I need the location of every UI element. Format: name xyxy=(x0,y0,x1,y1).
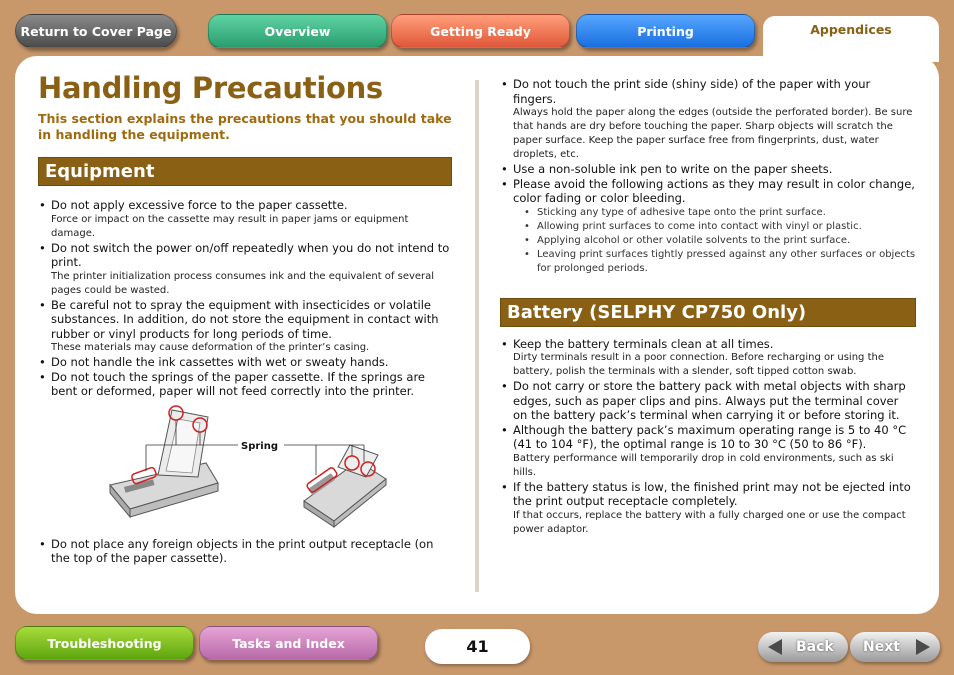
sub-list-item: • Allowing print surfaces to come into contact with vinyl or plastic. xyxy=(524,220,916,234)
next-label: Next xyxy=(863,639,900,655)
back-label: Back xyxy=(796,639,834,655)
item-text: Do not touch the print side (shiny side) of the paper with your fingers. xyxy=(513,77,871,106)
item-text: Do not place any foreign objects in the print output receptacle (on the top of the paper cassette). xyxy=(51,536,434,565)
troubleshooting-button[interactable]: Troubleshooting xyxy=(15,626,194,660)
page-title: Handling Precautions xyxy=(38,71,383,105)
intro-text: This section explains the precautions that you should take in handling the equipment. xyxy=(38,111,452,142)
item-note: Force or impact on the cassette may result in paper jams or equipment damage. xyxy=(51,213,409,239)
item-text: Be careful not to spray the equipment with insecticides or volatile substances. In addition, do not store the equipment in contact with rubber or vinyl products for long periods of time. xyxy=(51,297,439,341)
tab-overview[interactable]: Overview xyxy=(208,14,387,48)
section-heading-equipment: Equipment xyxy=(38,157,452,186)
back-arrow-icon xyxy=(768,639,782,655)
item-note: These materials may cause deformation of the printer’s casing. xyxy=(51,342,370,353)
sub-list-item: • Sticking any type of adhesive tape onto the print surface. xyxy=(524,206,916,220)
list-item xyxy=(38,537,452,566)
return-to-cover-button[interactable]: Return to Cover Page xyxy=(15,14,177,48)
list-item xyxy=(500,77,916,162)
list-item xyxy=(500,162,916,177)
list-item xyxy=(38,198,452,241)
item-note: Battery performance will temporarily drop in cold environments, such as ski hills. xyxy=(513,452,894,478)
equipment-list xyxy=(38,198,452,399)
left-column xyxy=(38,70,452,566)
paper-cassette-figure xyxy=(38,405,452,533)
sub-list-item: • Leaving print surfaces tightly pressed against any other surfaces or objects for prolonged periods. xyxy=(524,248,916,276)
tab-appendices-label: Appendices xyxy=(810,22,892,37)
item-text: Do not handle the ink cassettes with wet or sweaty hands. xyxy=(51,355,389,369)
item-text: Do not apply excessive force to the paper cassette. xyxy=(51,198,348,212)
item-note: Dirty terminals result in a poor connection. Before recharging or using the battery, polish the terminals with a slender, soft tipped cotton swab. xyxy=(513,352,884,377)
equipment-list-continued xyxy=(38,537,452,566)
cassette-open-image xyxy=(110,406,218,517)
section-heading-battery: Battery (SELPHY CP750 Only) xyxy=(500,298,916,327)
right-column xyxy=(500,77,916,537)
item-text: Do not carry or store the battery pack with metal objects with sharp edges, such as paper clips and pins. Always put the terminal cover on the battery pack’s terminal when carrying it or before storing it. xyxy=(513,379,906,422)
tasks-and-index-button[interactable]: Tasks and Index xyxy=(199,626,378,660)
item-text: Do not touch the springs of the paper cassette. If the springs are bent or deformed, paper will not feed correctly into the printer. xyxy=(51,369,425,398)
list-item xyxy=(500,337,916,380)
next-arrow-icon xyxy=(916,639,930,655)
item-text: Please avoid the following actions as they may result in color change, color fading or color bleeding. xyxy=(513,176,915,205)
list-item xyxy=(38,241,452,298)
item-text: Although the battery pack’s maximum operating range is 5 to 40 °C (41 to 104 °F), the optimal range is 10 to 30 °C (50 to 86 °F). xyxy=(513,422,907,451)
paper-cassette-illustration xyxy=(38,405,452,533)
list-item xyxy=(38,298,452,356)
list-item xyxy=(500,480,916,537)
next-button[interactable] xyxy=(850,632,940,662)
list-item xyxy=(38,355,452,370)
list-item xyxy=(500,379,916,423)
battery-list xyxy=(500,337,916,537)
item-text: Use a non-soluble ink pen to write on the paper sheets. xyxy=(513,162,833,176)
column-divider xyxy=(475,80,479,592)
list-item xyxy=(38,370,452,399)
item-note: If that occurs, replace the battery with a fully charged one or use the compact power adaptor. xyxy=(513,509,906,535)
tab-getting-ready[interactable]: Getting Ready xyxy=(391,14,570,48)
item-text: Keep the battery terminals clean at all times. xyxy=(513,336,774,351)
item-text: Do not switch the power on/off repeatedly when you do not intend to print. xyxy=(51,240,450,269)
back-button[interactable] xyxy=(758,632,848,662)
page-number: 41 xyxy=(425,629,530,664)
sub-list-item: • Applying alcohol or other volatile solvents to the print surface. xyxy=(524,234,916,248)
item-text: If the battery status is low, the finished print may not be ejected into the print output receptacle completely. xyxy=(513,479,911,508)
paper-list xyxy=(500,77,916,206)
tab-printing[interactable]: Printing xyxy=(576,14,755,48)
paper-sublist xyxy=(524,206,916,276)
spring-label: Spring xyxy=(241,440,278,452)
item-note: The printer initialization process consumes ink and the equivalent of several pages could be wasted. xyxy=(51,270,435,296)
item-note: Always hold the paper along the edges (outside the perforated border). Be sure that hands are dry before touching the paper. Sharp objects will scratch the paper surface. Keep the paper surface free from fingerprints, dust, water droplets, etc. xyxy=(513,107,913,160)
list-item xyxy=(500,423,916,480)
list-item xyxy=(500,177,916,206)
